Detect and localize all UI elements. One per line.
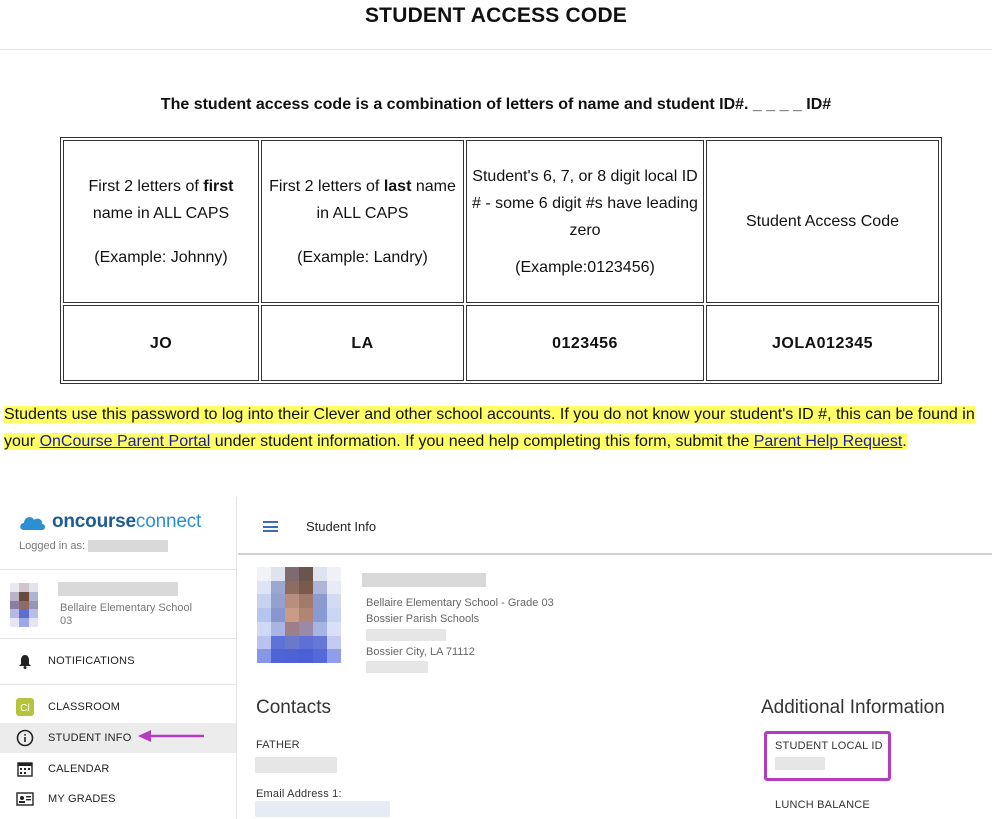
header-text: First 2 letters of: [88, 177, 204, 195]
value-first: JO: [63, 305, 259, 381]
value-code: JOLA012345: [706, 305, 939, 381]
note-text: Students use this password to log into their Clever and other school accounts. If you do not know your student's ID #, this can be found in your: [4, 406, 975, 450]
nav-classroom[interactable]: [0, 692, 236, 722]
title-bar: [0, 0, 992, 50]
local-id-callout-box: [764, 731, 891, 781]
parent-help-request-link[interactable]: Parent Help Request: [753, 433, 903, 450]
father-label: FATHER: [256, 739, 300, 751]
page-title: STUDENT ACCESS CODE: [364, 4, 628, 27]
bell-icon: [16, 652, 34, 670]
header-example: (Example: Landry): [297, 248, 428, 266]
value-id: 0123456: [466, 305, 704, 381]
nav-label: NOTIFICATIONS: [48, 655, 135, 667]
header-example: (Example:0123456): [515, 258, 655, 276]
redacted-phone: [366, 661, 428, 673]
nav-my-grades[interactable]: [0, 784, 236, 814]
logged-in-text: Logged in as:: [19, 540, 86, 552]
access-code-table: [60, 137, 942, 384]
redacted-email: [255, 801, 390, 817]
note-text: .: [902, 433, 907, 450]
intro-text: The student access code is a combination of letters of name and student ID#. _ _ _ _ ID#: [160, 96, 832, 113]
redacted-local-id: [775, 757, 825, 770]
nav-notifications[interactable]: [0, 646, 236, 676]
cloud-icon: [18, 513, 46, 531]
info-icon: [16, 729, 34, 747]
value-last: LA: [261, 305, 464, 381]
oncourse-logo: [18, 511, 201, 533]
nav-divider: [0, 684, 236, 685]
note-text: under student information. If you need help completing this form, submit the: [210, 433, 754, 450]
classroom-icon: [16, 698, 34, 716]
instructions-note: [4, 401, 984, 455]
nav-label: CALENDAR: [48, 763, 110, 775]
logged-in-label: [19, 540, 168, 552]
info-district: Bossier Parish Schools: [366, 613, 480, 625]
nav-label: STUDENT INFO: [48, 732, 132, 744]
info-school: Bellaire Elementary School - Grade 03: [366, 597, 554, 609]
nav-label: MY GRADES: [48, 793, 116, 805]
header-bold: first: [203, 177, 234, 195]
logo-text: [52, 511, 201, 533]
header-text: Student Access Code: [746, 213, 899, 230]
header-text: name in ALL CAPS: [92, 204, 230, 222]
portal-topbar: [238, 497, 992, 555]
header-text: First 2 letters of: [269, 177, 384, 195]
grades-icon: [16, 790, 34, 808]
sidebar: [0, 497, 237, 819]
nav-label: CLASSROOM: [48, 701, 121, 713]
header-first-name: [63, 140, 259, 303]
header-text: name in ALL CAPS: [316, 177, 456, 222]
header-access-code: [706, 140, 939, 303]
redacted-student-name: [58, 582, 178, 596]
header-local-id: [466, 140, 704, 303]
email-label: Email Address 1:: [256, 788, 342, 800]
topbar-title: Student Info: [306, 519, 377, 534]
redacted-father-name: [255, 757, 337, 773]
logo-light: connect: [135, 511, 202, 532]
arrow-annotation: [138, 730, 204, 742]
calendar-icon: [16, 760, 34, 778]
redacted-student-name: [362, 573, 486, 587]
student-school-line: Bellaire Elementary School: [60, 602, 193, 614]
table-header-row: [63, 140, 939, 303]
additional-info-heading: Additional Information: [761, 697, 945, 718]
menu-icon[interactable]: [263, 521, 278, 532]
logo-bold: oncourse: [52, 511, 136, 532]
svg-text:Cl: Cl: [20, 703, 30, 714]
nav-calendar[interactable]: [0, 754, 236, 784]
redacted-username: [88, 540, 168, 552]
student-city: Bossier City, LA 71112: [366, 646, 475, 658]
student-card-school: [60, 602, 192, 628]
student-photo: [257, 567, 341, 663]
header-text: Student's 6, 7, or 8 digit local ID # - some 6 digit #s have leading zero: [472, 167, 698, 239]
student-card[interactable]: [0, 569, 236, 639]
student-avatar: [10, 583, 38, 627]
local-id-label: STUDENT LOCAL ID: [775, 740, 883, 752]
header-last-name: [261, 140, 464, 303]
student-details: [366, 595, 554, 627]
student-grade-line: 03: [60, 615, 73, 627]
oncourse-portal-link[interactable]: OnCourse Parent Portal: [39, 433, 211, 450]
lunch-balance-label: LUNCH BALANCE: [775, 799, 870, 811]
portal-screenshot: [0, 497, 992, 819]
table-value-row: [63, 305, 939, 381]
redacted-address: [366, 629, 446, 641]
contacts-heading: Contacts: [256, 697, 331, 718]
header-bold: last: [383, 177, 412, 195]
header-example: (Example: Johnny): [94, 248, 228, 266]
